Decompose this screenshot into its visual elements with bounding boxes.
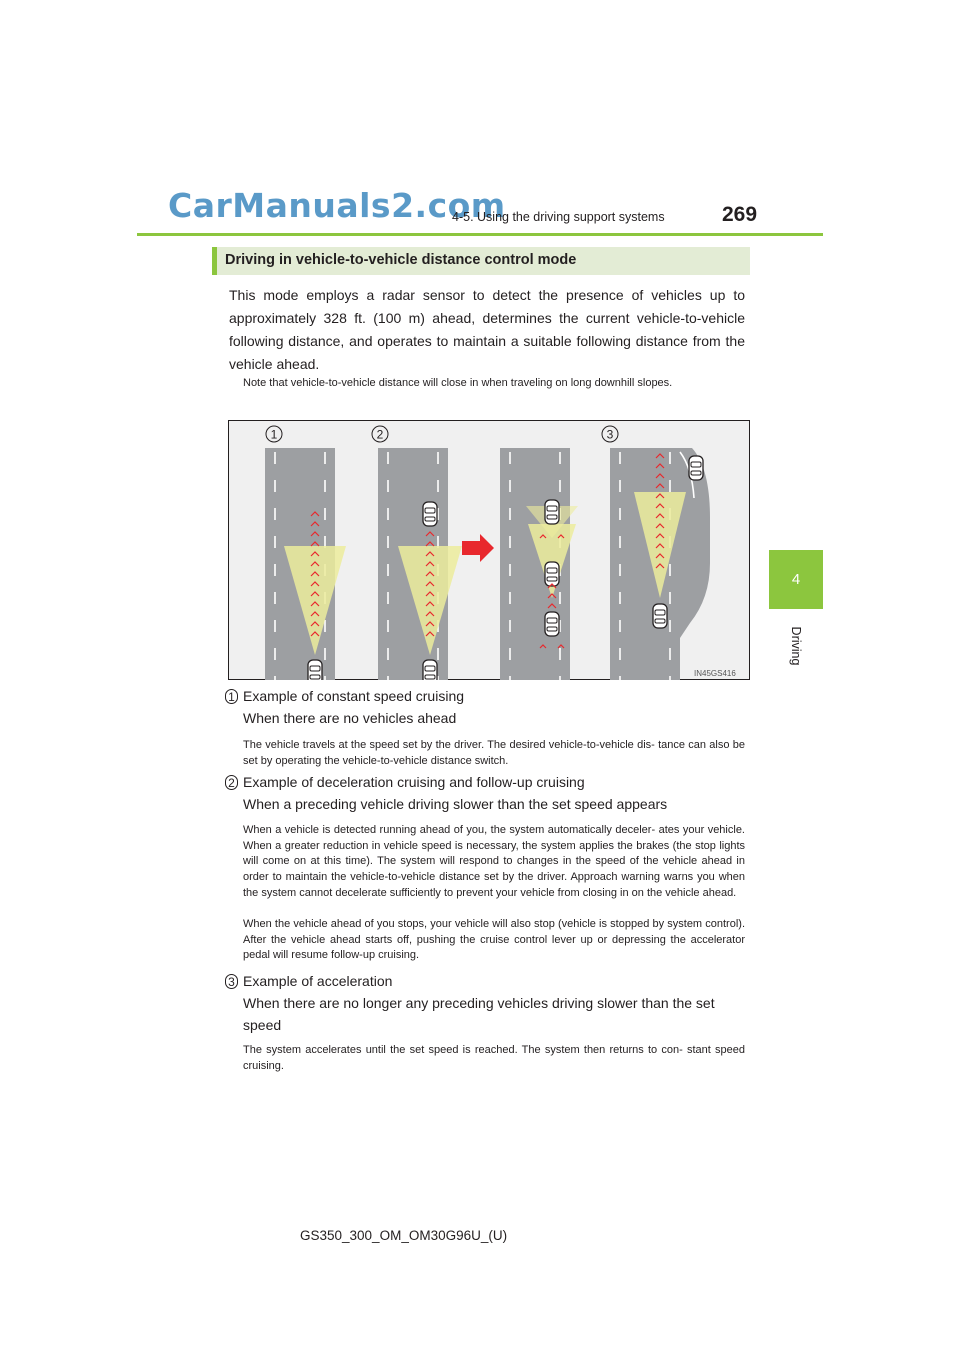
header-rule xyxy=(137,233,823,236)
item-2-title-line2: When a preceding vehicle driving slower than the set speed appears xyxy=(243,796,668,812)
section-heading-text: Driving in vehicle-to-vehicle distance control mode xyxy=(225,252,577,268)
item-2-description-continued: When the vehicle ahead of you stops, your vehicle will also stop (vehicle is stopped by system control). After the vehicle ahead starts off, pushing the cruise control lever up or depressing the accelerator pedal will resume follow-up cruising. xyxy=(243,918,745,962)
item-3-description: The system accelerates until the set speed is reached. The system then returns to con- stant speed cruising. xyxy=(243,1044,745,1072)
distance-control-illustration xyxy=(228,420,750,680)
chapter-label-text: Driving xyxy=(789,626,803,666)
callout-1-label: 1 xyxy=(270,427,278,442)
page-number: 269 xyxy=(722,203,758,226)
section-heading xyxy=(212,247,750,275)
callout-3-label: 3 xyxy=(606,427,614,442)
item-2-title xyxy=(243,771,749,815)
road-scene-3 xyxy=(500,448,578,680)
header-section-title: 4-5. Using the driving support systems xyxy=(452,210,665,224)
item-1-title-line2: When there are no vehicles ahead xyxy=(243,710,457,726)
item-3-title xyxy=(243,970,749,1036)
item-2-description: When a vehicle is detected running ahead of you, the system automatically deceler- ates your vehicle. When a greater reduction in vehicle speed is necessary, the system applies the brakes (the stop lights will come on at this time). The system will respond to changes in the speed of the vehicle ahead in order to maintain the vehicle-to-vehicle distance set by the driver. Approach warning warns you when the system cannot decelerate sufficiently to prevent your vehicle from closing in on the vehicle ahead. xyxy=(243,824,745,899)
item-2-number: 2 xyxy=(225,775,238,790)
callout-2-label: 2 xyxy=(376,427,384,442)
item-3-title-line2: When there are no longer any preceding vehicles driving slower than the set speed xyxy=(243,995,715,1033)
chapter-tab[interactable]: 4 xyxy=(769,550,823,609)
road-scene-1 xyxy=(265,448,346,680)
item-3-title-line1: Example of acceleration xyxy=(243,973,393,989)
item-3-number: 3 xyxy=(225,974,238,989)
item-1-title xyxy=(243,685,749,729)
item-1-title-line1: Example of constant speed cruising xyxy=(243,688,465,704)
item-1-description: The vehicle travels at the speed set by the driver. The desired vehicle-to-vehicle dis- tance can also be set by operating the vehicle-to-vehicle distance switch. xyxy=(243,739,745,767)
footer-doc-code: GS350_300_OM_OM30G96U_(U) xyxy=(300,1228,508,1243)
note-paragraph: Note that vehicle-to-vehicle distance will close in when traveling on long downhill slopes. xyxy=(243,377,673,389)
figure-code: IN45GS416 xyxy=(694,669,736,678)
item-2-title-line1: Example of deceleration cruising and follow-up cruising xyxy=(243,774,585,790)
intro-paragraph: This mode employs a radar sensor to detect the presence of vehicles up to approximately 328 ft. (100 m) ahead, determines the current vehicle-to-vehicle following distance, and operates to maintain a suitable following distance from the vehicle ahead. xyxy=(229,287,745,372)
watermark-logo: CarManuals2.com xyxy=(168,186,506,225)
chapter-label xyxy=(786,618,806,674)
item-1-number: 1 xyxy=(225,689,238,704)
